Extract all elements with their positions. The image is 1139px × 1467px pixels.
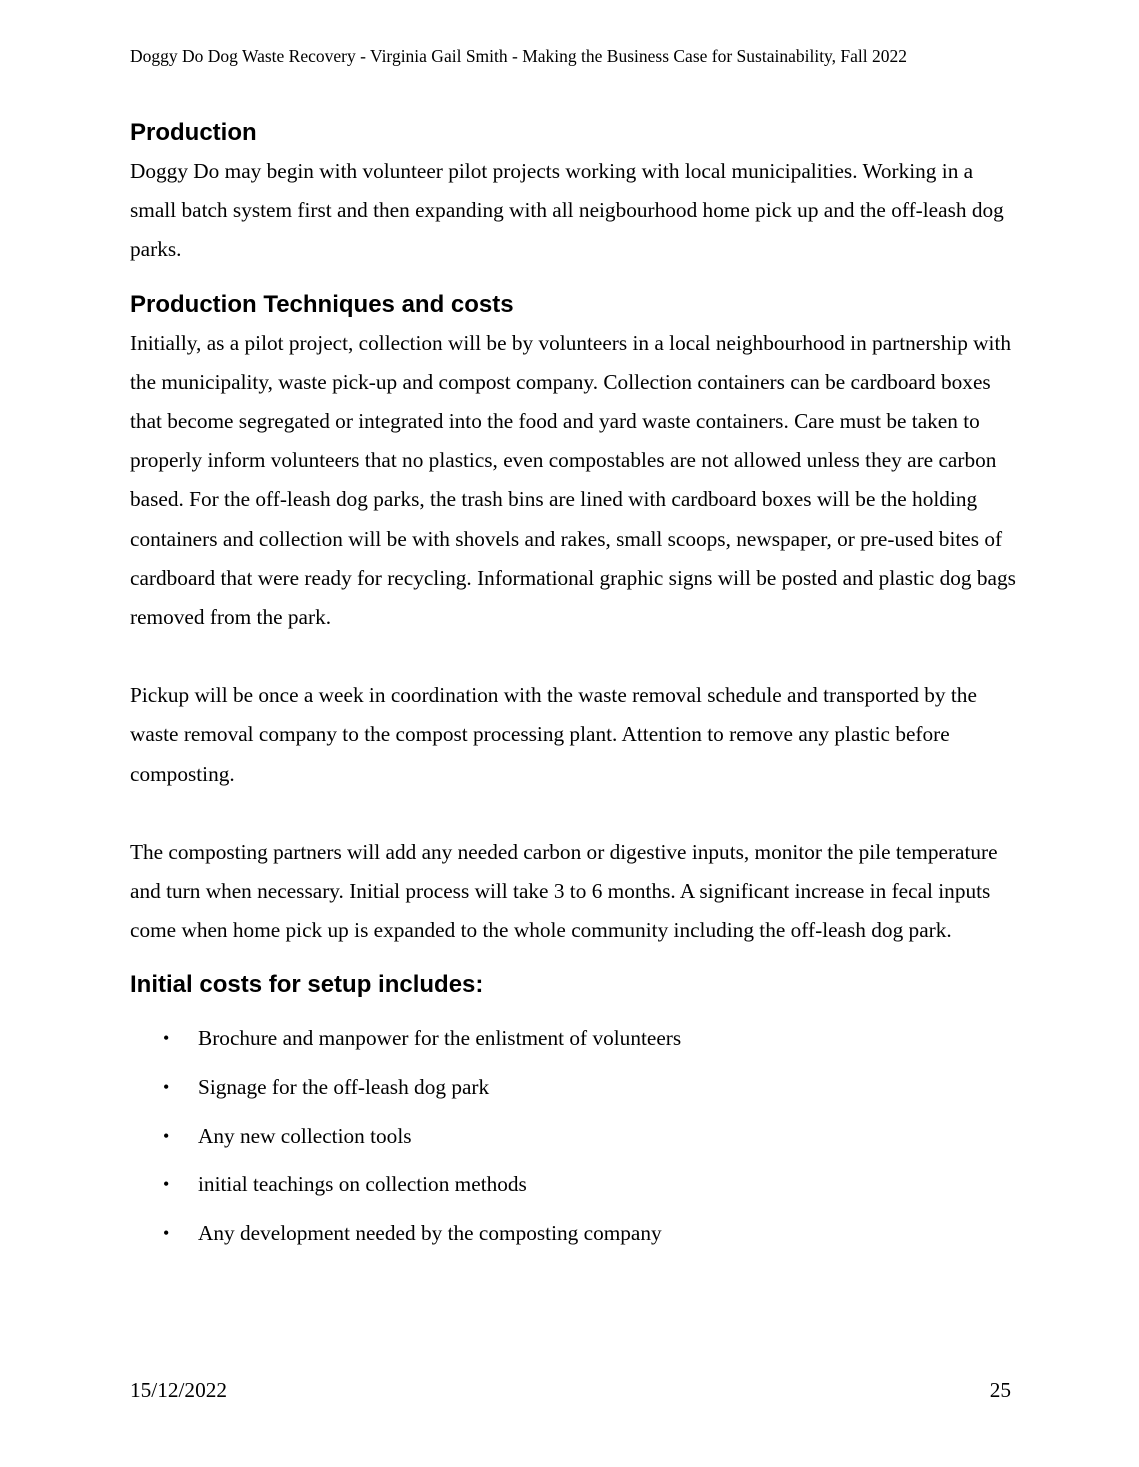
list-item-text: Any development needed by the composting company — [198, 1220, 662, 1245]
bullet-icon: • — [163, 1125, 170, 1146]
section-gap — [130, 950, 1020, 966]
list-item-text: Any new collection tools — [198, 1123, 412, 1148]
heading-production-techniques: Production Techniques and costs — [130, 290, 514, 318]
list-item — [130, 1014, 1020, 1063]
heading-initial-costs: Initial costs for setup includes: — [130, 971, 484, 999]
list-item-text: Signage for the off-leash dog park — [198, 1075, 490, 1100]
paragraph-gap — [130, 637, 1020, 676]
page-number: 25 — [989, 1378, 1011, 1402]
techniques-paragraph-3: The composting partners will add any needed carbon or digestive inputs, monitor the pile temperature and turn when necessary. Initial process will take 3 to 6 months. A significant increase in fecal inputs come when home pick up is expanded to the whole community including the off-leash dog park. — [130, 839, 998, 943]
footer-date: 15/12/2022 — [130, 1378, 228, 1402]
heading-production: Production — [130, 119, 257, 146]
section-gap — [130, 270, 1020, 286]
list-item — [130, 1112, 1020, 1161]
techniques-paragraph-2: Pickup will be once a week in coordination with the waste removal schedule and transported by the waste removal company to the compost processing plant. Attention to remove any plastic before composting. — [130, 683, 977, 786]
bullet-icon: • — [163, 1174, 170, 1195]
list-item — [130, 1063, 1020, 1112]
page-content — [130, 114, 1020, 1257]
running-header: Doggy Do Dog Waste Recovery - Virginia Gail Smith - Making the Business Case for Sustainability, Fall 2022 — [130, 46, 908, 66]
production-paragraph: Doggy Do may begin with volunteer pilot projects working with local municipalities. Working in a small batch system first and then expanding with all neigbourhood home pick up and the off-leash dog parks. — [130, 159, 1004, 262]
initial-costs-list — [130, 1014, 1020, 1257]
list-gap — [130, 1004, 1020, 1014]
list-item-text: initial teachings on collection methods — [198, 1172, 527, 1197]
list-item — [130, 1160, 1020, 1209]
list-item-text: Brochure and manpower for the enlistment of volunteers — [198, 1026, 682, 1051]
paragraph-gap — [130, 794, 1020, 833]
techniques-paragraph-1: Initially, as a pilot project, collection will be by volunteers in a local neighbourhood in partnership with the municipality, waste pick-up and compost company. Collection containers can be cardboard boxes that become segregated or integrated into the food and yard waste containers. Care must be taken to properly inform volunteers that no plastics, even compostables are not allowed unless they are carbon based. For the off-leash dog parks, the trash bins are lined with cardboard boxes will be the holding containers and collection will be with shovels and rakes, small scoops, newspaper, or pre-used bites of cardboard that were ready for recycling. Informational graphic signs will be posted and plastic dog bags removed from the park. — [130, 330, 1016, 630]
bullet-icon: • — [163, 1028, 170, 1049]
bullet-icon: • — [163, 1077, 170, 1098]
list-item — [130, 1209, 1020, 1258]
bullet-icon: • — [163, 1222, 170, 1243]
